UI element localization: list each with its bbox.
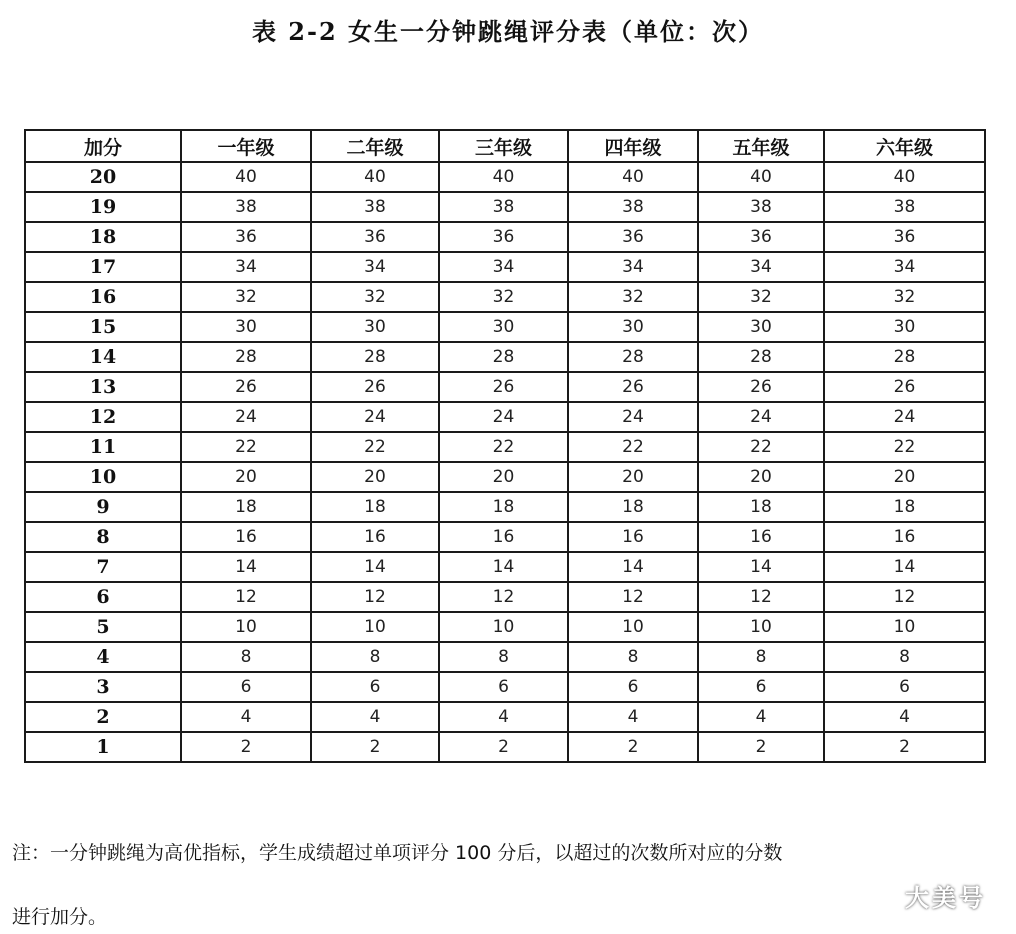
count-cell: 18: [439, 492, 568, 522]
count-cell: 20: [568, 462, 698, 492]
header-row: [25, 130, 985, 162]
points-cell: 20: [25, 162, 181, 192]
table-row: [25, 432, 985, 462]
count-cell: 8: [698, 642, 824, 672]
count-cell: 32: [698, 282, 824, 312]
count-cell: 30: [439, 312, 568, 342]
count-cell: 28: [698, 342, 824, 372]
count-cell: 34: [439, 252, 568, 282]
count-cell: 16: [698, 522, 824, 552]
count-cell: 16: [311, 522, 439, 552]
count-cell: 2: [311, 732, 439, 762]
count-cell: 10: [181, 612, 311, 642]
points-cell: 9: [25, 492, 181, 522]
count-cell: 30: [568, 312, 698, 342]
count-cell: 32: [311, 282, 439, 312]
count-cell: 38: [181, 192, 311, 222]
count-cell: 40: [568, 162, 698, 192]
table-row: [25, 222, 985, 252]
count-cell: 26: [824, 372, 985, 402]
count-cell: 28: [824, 342, 985, 372]
count-cell: 10: [824, 612, 985, 642]
table-row: [25, 522, 985, 552]
count-cell: 32: [439, 282, 568, 312]
count-cell: 36: [311, 222, 439, 252]
count-cell: 38: [311, 192, 439, 222]
count-cell: 16: [824, 522, 985, 552]
count-cell: 30: [698, 312, 824, 342]
watermark-logo: 大美号: [905, 883, 986, 912]
count-cell: 18: [311, 492, 439, 522]
count-cell: 16: [568, 522, 698, 552]
count-cell: 4: [568, 702, 698, 732]
count-cell: 16: [181, 522, 311, 552]
count-cell: 8: [181, 642, 311, 672]
count-cell: 8: [824, 642, 985, 672]
count-cell: 2: [698, 732, 824, 762]
count-cell: 38: [824, 192, 985, 222]
header-cell-grade: 一年级: [181, 130, 311, 162]
count-cell: 26: [311, 372, 439, 402]
count-cell: 34: [824, 252, 985, 282]
count-cell: 32: [568, 282, 698, 312]
count-cell: 26: [568, 372, 698, 402]
count-cell: 14: [824, 552, 985, 582]
points-cell: 4: [25, 642, 181, 672]
count-cell: 40: [181, 162, 311, 192]
table-row: [25, 582, 985, 612]
table-row: [25, 492, 985, 522]
count-cell: 16: [439, 522, 568, 552]
count-cell: 14: [568, 552, 698, 582]
points-cell: 17: [25, 252, 181, 282]
count-cell: 34: [698, 252, 824, 282]
count-cell: 12: [568, 582, 698, 612]
table-row: [25, 462, 985, 492]
table-row: [25, 642, 985, 672]
count-cell: 18: [824, 492, 985, 522]
points-cell: 16: [25, 282, 181, 312]
table-row: [25, 342, 985, 372]
points-cell: 19: [25, 192, 181, 222]
points-cell: 2: [25, 702, 181, 732]
points-cell: 5: [25, 612, 181, 642]
table-row: [25, 162, 985, 192]
count-cell: 22: [568, 432, 698, 462]
points-cell: 11: [25, 432, 181, 462]
points-cell: 7: [25, 552, 181, 582]
count-cell: 28: [439, 342, 568, 372]
note-line-2: 进行加分。: [12, 906, 108, 928]
count-cell: 14: [181, 552, 311, 582]
count-cell: 22: [181, 432, 311, 462]
count-cell: 40: [824, 162, 985, 192]
count-cell: 6: [824, 672, 985, 702]
count-cell: 34: [568, 252, 698, 282]
count-cell: 36: [439, 222, 568, 252]
count-cell: 20: [439, 462, 568, 492]
score-table: [24, 129, 986, 763]
count-cell: 32: [824, 282, 985, 312]
table-row: [25, 552, 985, 582]
count-cell: 8: [568, 642, 698, 672]
count-cell: 14: [698, 552, 824, 582]
count-cell: 18: [568, 492, 698, 522]
count-cell: 24: [311, 402, 439, 432]
header-cell-points: 加分: [25, 130, 181, 162]
count-cell: 2: [824, 732, 985, 762]
table-row: [25, 252, 985, 282]
count-cell: 30: [824, 312, 985, 342]
count-cell: 38: [568, 192, 698, 222]
count-cell: 38: [439, 192, 568, 222]
count-cell: 12: [439, 582, 568, 612]
count-cell: 2: [181, 732, 311, 762]
count-cell: 26: [181, 372, 311, 402]
table-body: [25, 162, 985, 762]
count-cell: 4: [824, 702, 985, 732]
count-cell: 18: [698, 492, 824, 522]
header-cell-grade: 三年级: [439, 130, 568, 162]
count-cell: 30: [181, 312, 311, 342]
count-cell: 26: [698, 372, 824, 402]
count-cell: 24: [568, 402, 698, 432]
table-row: [25, 312, 985, 342]
count-cell: 36: [698, 222, 824, 252]
count-cell: 6: [568, 672, 698, 702]
count-cell: 10: [698, 612, 824, 642]
points-cell: 14: [25, 342, 181, 372]
count-cell: 14: [439, 552, 568, 582]
count-cell: 28: [311, 342, 439, 372]
count-cell: 18: [181, 492, 311, 522]
count-cell: 8: [311, 642, 439, 672]
points-cell: 6: [25, 582, 181, 612]
count-cell: 12: [824, 582, 985, 612]
count-cell: 22: [824, 432, 985, 462]
count-cell: 6: [698, 672, 824, 702]
count-cell: 32: [181, 282, 311, 312]
count-cell: 2: [439, 732, 568, 762]
count-cell: 22: [439, 432, 568, 462]
table-row: [25, 672, 985, 702]
count-cell: 28: [568, 342, 698, 372]
count-cell: 6: [181, 672, 311, 702]
count-cell: 24: [181, 402, 311, 432]
count-cell: 28: [181, 342, 311, 372]
points-cell: 12: [25, 402, 181, 432]
points-cell: 18: [25, 222, 181, 252]
count-cell: 20: [698, 462, 824, 492]
table-row: [25, 702, 985, 732]
header-cell-grade: 六年级: [824, 130, 985, 162]
count-cell: 22: [311, 432, 439, 462]
count-cell: 26: [439, 372, 568, 402]
table-row: [25, 282, 985, 312]
table-row: [25, 612, 985, 642]
count-cell: 36: [181, 222, 311, 252]
count-cell: 12: [311, 582, 439, 612]
table-row: [25, 402, 985, 432]
count-cell: 14: [311, 552, 439, 582]
count-cell: 10: [439, 612, 568, 642]
header-cell-grade: 四年级: [568, 130, 698, 162]
count-cell: 10: [311, 612, 439, 642]
table-row: [25, 372, 985, 402]
count-cell: 24: [698, 402, 824, 432]
count-cell: 4: [698, 702, 824, 732]
points-cell: 8: [25, 522, 181, 552]
count-cell: 24: [439, 402, 568, 432]
points-cell: 1: [25, 732, 181, 762]
count-cell: 12: [181, 582, 311, 612]
points-cell: 13: [25, 372, 181, 402]
count-cell: 38: [698, 192, 824, 222]
count-cell: 8: [439, 642, 568, 672]
table-title: 表 2-2 女生一分钟跳绳评分表（单位：次）: [251, 17, 765, 46]
count-cell: 12: [698, 582, 824, 612]
count-cell: 20: [181, 462, 311, 492]
count-cell: 40: [311, 162, 439, 192]
table-row: [25, 732, 985, 762]
header-cell-grade: 二年级: [311, 130, 439, 162]
count-cell: 20: [311, 462, 439, 492]
count-cell: 10: [568, 612, 698, 642]
count-cell: 30: [311, 312, 439, 342]
count-cell: 22: [698, 432, 824, 462]
count-cell: 4: [311, 702, 439, 732]
count-cell: 36: [824, 222, 985, 252]
count-cell: 24: [824, 402, 985, 432]
count-cell: 40: [698, 162, 824, 192]
count-cell: 6: [311, 672, 439, 702]
table-row: [25, 192, 985, 222]
note-line-1: 注：一分钟跳绳为高优指标，学生成绩超过单项评分 100 分后，以超过的次数所对应的分数: [12, 842, 783, 864]
count-cell: 34: [181, 252, 311, 282]
count-cell: 40: [439, 162, 568, 192]
count-cell: 4: [439, 702, 568, 732]
points-cell: 10: [25, 462, 181, 492]
count-cell: 20: [824, 462, 985, 492]
count-cell: 36: [568, 222, 698, 252]
count-cell: 6: [439, 672, 568, 702]
header-cell-grade: 五年级: [698, 130, 824, 162]
points-cell: 3: [25, 672, 181, 702]
count-cell: 34: [311, 252, 439, 282]
count-cell: 4: [181, 702, 311, 732]
points-cell: 15: [25, 312, 181, 342]
count-cell: 2: [568, 732, 698, 762]
